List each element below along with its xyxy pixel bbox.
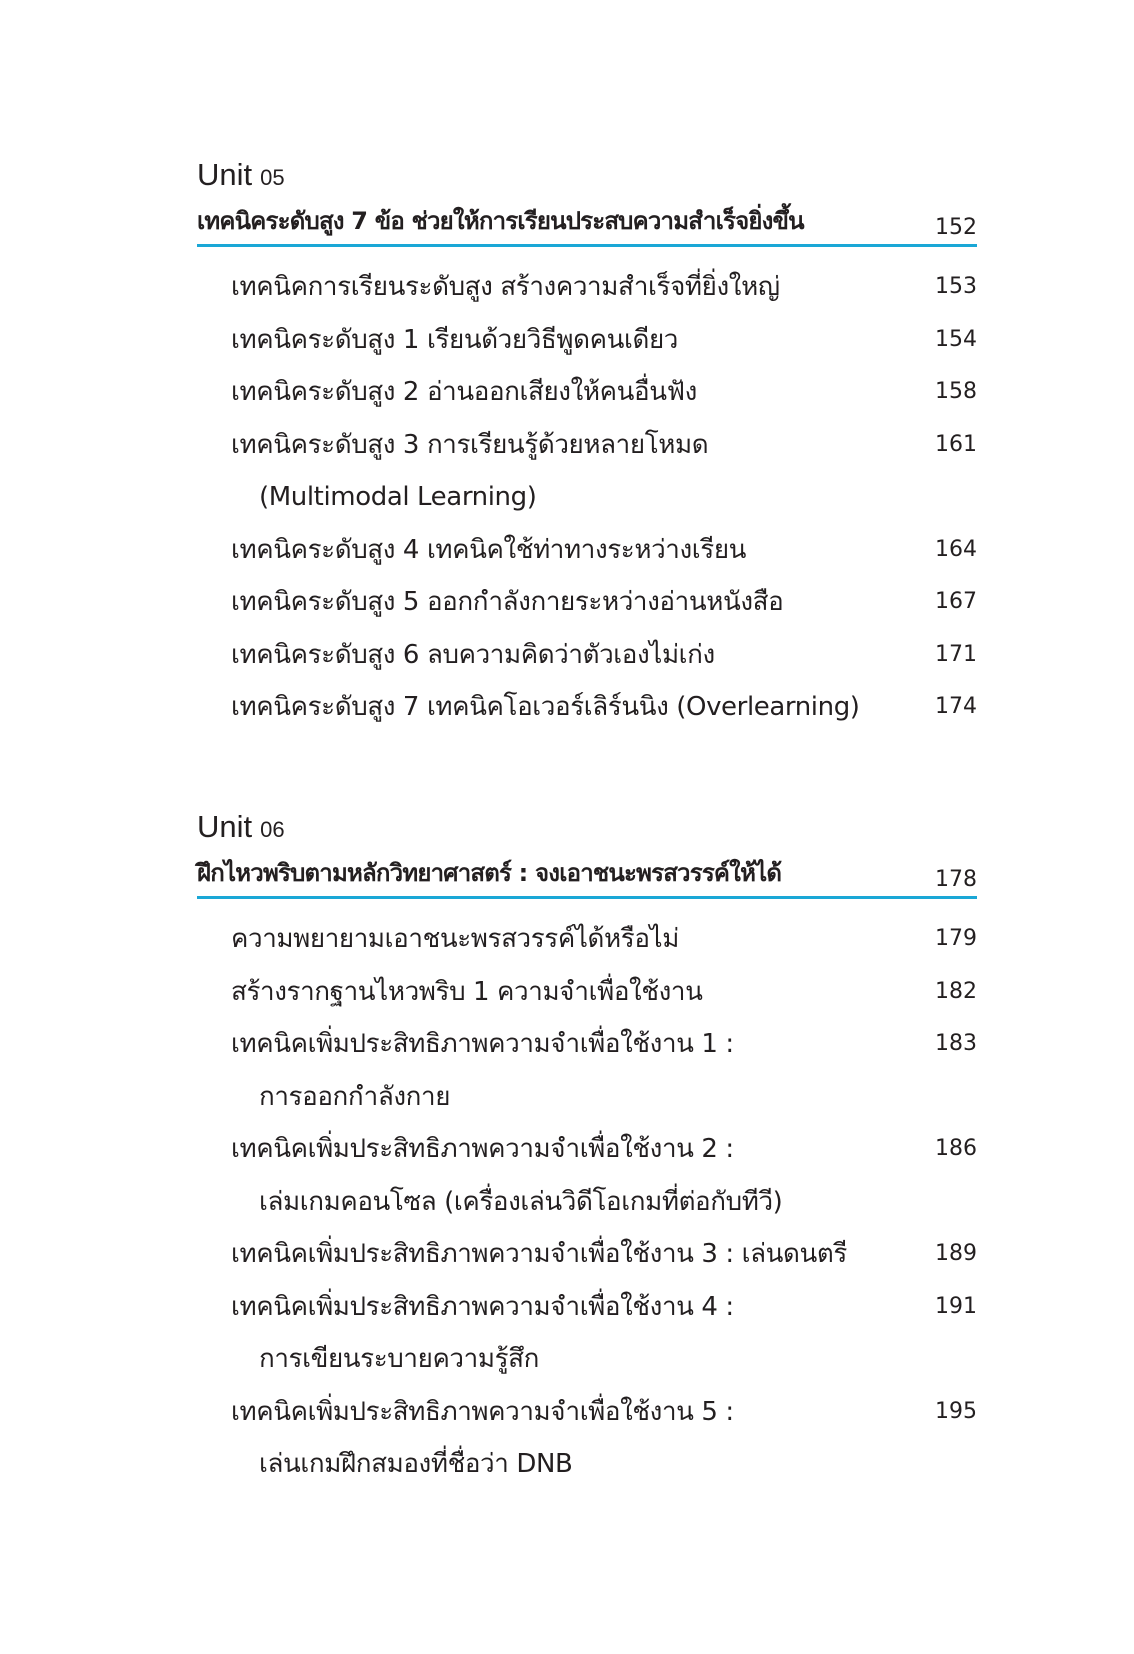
toc-entry bbox=[197, 1018, 977, 1123]
entry-line-2: การเขียนระบายความรู้สึก bbox=[259, 1344, 539, 1374]
toc-entry bbox=[197, 1386, 977, 1491]
entry-text: สร้างรากฐานไหวพริบ 1 ความจำเพื่อใช้งาน bbox=[231, 976, 703, 1007]
entry-page-number: 179 bbox=[935, 926, 977, 951]
chapter-title: ฝึกไหวพริบตามหลักวิทยาศาสตร์ : จงเอาชนะพรสวรรค์ให้ได้ bbox=[197, 859, 782, 887]
entry-line-2: เล่นเกมฝึกสมองที่ชื่อว่า DNB bbox=[259, 1449, 573, 1479]
unit-label: Unit bbox=[197, 809, 253, 844]
entry-text bbox=[231, 1018, 734, 1123]
entry-page-number: 186 bbox=[935, 1136, 977, 1161]
entry-line-2: (Multimodal Learning) bbox=[259, 482, 537, 512]
entry-line-2: การออกกำลังกาย bbox=[259, 1081, 451, 1112]
toc-entry bbox=[197, 913, 977, 966]
chapter-heading bbox=[197, 196, 977, 247]
toc-entry bbox=[197, 1281, 977, 1386]
chapter-heading bbox=[197, 848, 977, 899]
unit-number: 05 bbox=[260, 165, 285, 190]
chapter-title: เทคนิคระดับสูง 7 ข้อ ช่วยให้การเรียนประสบความสำเร็จยิ่งขึ้น bbox=[197, 207, 804, 235]
unit-heading bbox=[197, 154, 977, 196]
unit-heading bbox=[197, 806, 977, 848]
toc-entry bbox=[197, 419, 977, 524]
chapter-page-number: 178 bbox=[935, 867, 977, 892]
entry-page-number: 158 bbox=[935, 379, 977, 404]
entry-page-number: 189 bbox=[935, 1241, 977, 1266]
entry-text: เทคนิคระดับสูง 1 เรียนด้วยวิธีพูดคนเดียว bbox=[231, 324, 678, 355]
entry-line-1: เทคนิคเพิ่มประสิทธิภาพความจำเพื่อใช้งาน 1 : bbox=[231, 1029, 734, 1059]
unit-number: 06 bbox=[260, 817, 285, 842]
entry-list bbox=[197, 913, 977, 1491]
toc-entry bbox=[197, 1228, 977, 1281]
entry-line-1: เทคนิคเพิ่มประสิทธิภาพความจำเพื่อใช้งาน 5 : bbox=[231, 1396, 734, 1427]
toc-entry bbox=[197, 366, 977, 419]
unit-06-section bbox=[197, 806, 977, 1491]
entry-page-number: 174 bbox=[935, 694, 977, 719]
entry-page-number: 153 bbox=[935, 274, 977, 299]
entry-text bbox=[231, 1281, 734, 1386]
toc-entry bbox=[197, 681, 977, 734]
entry-line-2: เล่มเกมคอนโซล (เครื่องเล่นวิดีโอเกมที่ต่อกับทีวี) bbox=[259, 1186, 783, 1217]
entry-page-number: 191 bbox=[935, 1293, 977, 1319]
unit-05-section bbox=[197, 154, 977, 734]
entry-text: ความพยายามเอาชนะพรสวรรค์ได้หรือไม่ bbox=[231, 924, 679, 954]
toc-entry bbox=[197, 261, 977, 314]
entry-list bbox=[197, 261, 977, 734]
entry-text: เทคนิคระดับสูง 5 ออกกำลังกายระหว่างอ่านหนังสือ bbox=[231, 587, 784, 617]
entry-text: เทคนิคระดับสูง 4 เทคนิคใช้ท่าทางระหว่างเรียน bbox=[231, 534, 747, 565]
entry-text: เทคนิคระดับสูง 2 อ่านออกเสียงให้คนอื่นฟัง bbox=[231, 377, 697, 407]
entry-page-number: 164 bbox=[935, 536, 977, 562]
entry-page-number: 195 bbox=[935, 1398, 977, 1424]
unit-label: Unit bbox=[197, 157, 253, 192]
entry-page-number: 161 bbox=[935, 431, 977, 457]
entry-text: เทคนิคเพิ่มประสิทธิภาพความจำเพื่อใช้งาน 3 : เล่นดนตรี bbox=[231, 1239, 847, 1269]
entry-page-number: 154 bbox=[935, 326, 977, 352]
entry-page-number: 171 bbox=[935, 641, 977, 667]
entry-page-number: 182 bbox=[935, 978, 977, 1004]
entry-text: เทคนิคระดับสูง 6 ลบความคิดว่าตัวเองไม่เก่ง bbox=[231, 639, 715, 670]
entry-text: เทคนิคระดับสูง 7 เทคนิคโอเวอร์เลิร์นนิง (Overlearning) bbox=[231, 692, 860, 722]
chapter-page-number: 152 bbox=[935, 215, 977, 240]
entry-line-1: เทคนิคเพิ่มประสิทธิภาพความจำเพื่อใช้งาน 4 : bbox=[231, 1291, 734, 1322]
entry-line-1: เทคนิคระดับสูง 3 การเรียนรู้ด้วยหลายโหมด bbox=[231, 429, 709, 460]
entry-page-number: 167 bbox=[935, 589, 977, 614]
toc-entry bbox=[197, 1123, 977, 1228]
entry-line-1: เทคนิคเพิ่มประสิทธิภาพความจำเพื่อใช้งาน 2 : bbox=[231, 1134, 734, 1164]
toc-entry bbox=[197, 629, 977, 682]
entry-page-number: 183 bbox=[935, 1031, 977, 1056]
toc-entry bbox=[197, 576, 977, 629]
entry-text: เทคนิคการเรียนระดับสูง สร้างความสำเร็จที่ยิ่งใหญ่ bbox=[231, 272, 780, 302]
toc-entry bbox=[197, 524, 977, 577]
toc-entry bbox=[197, 966, 977, 1019]
toc-entry bbox=[197, 314, 977, 367]
entry-text bbox=[231, 1123, 782, 1228]
entry-text bbox=[231, 419, 708, 524]
entry-text bbox=[231, 1386, 734, 1491]
